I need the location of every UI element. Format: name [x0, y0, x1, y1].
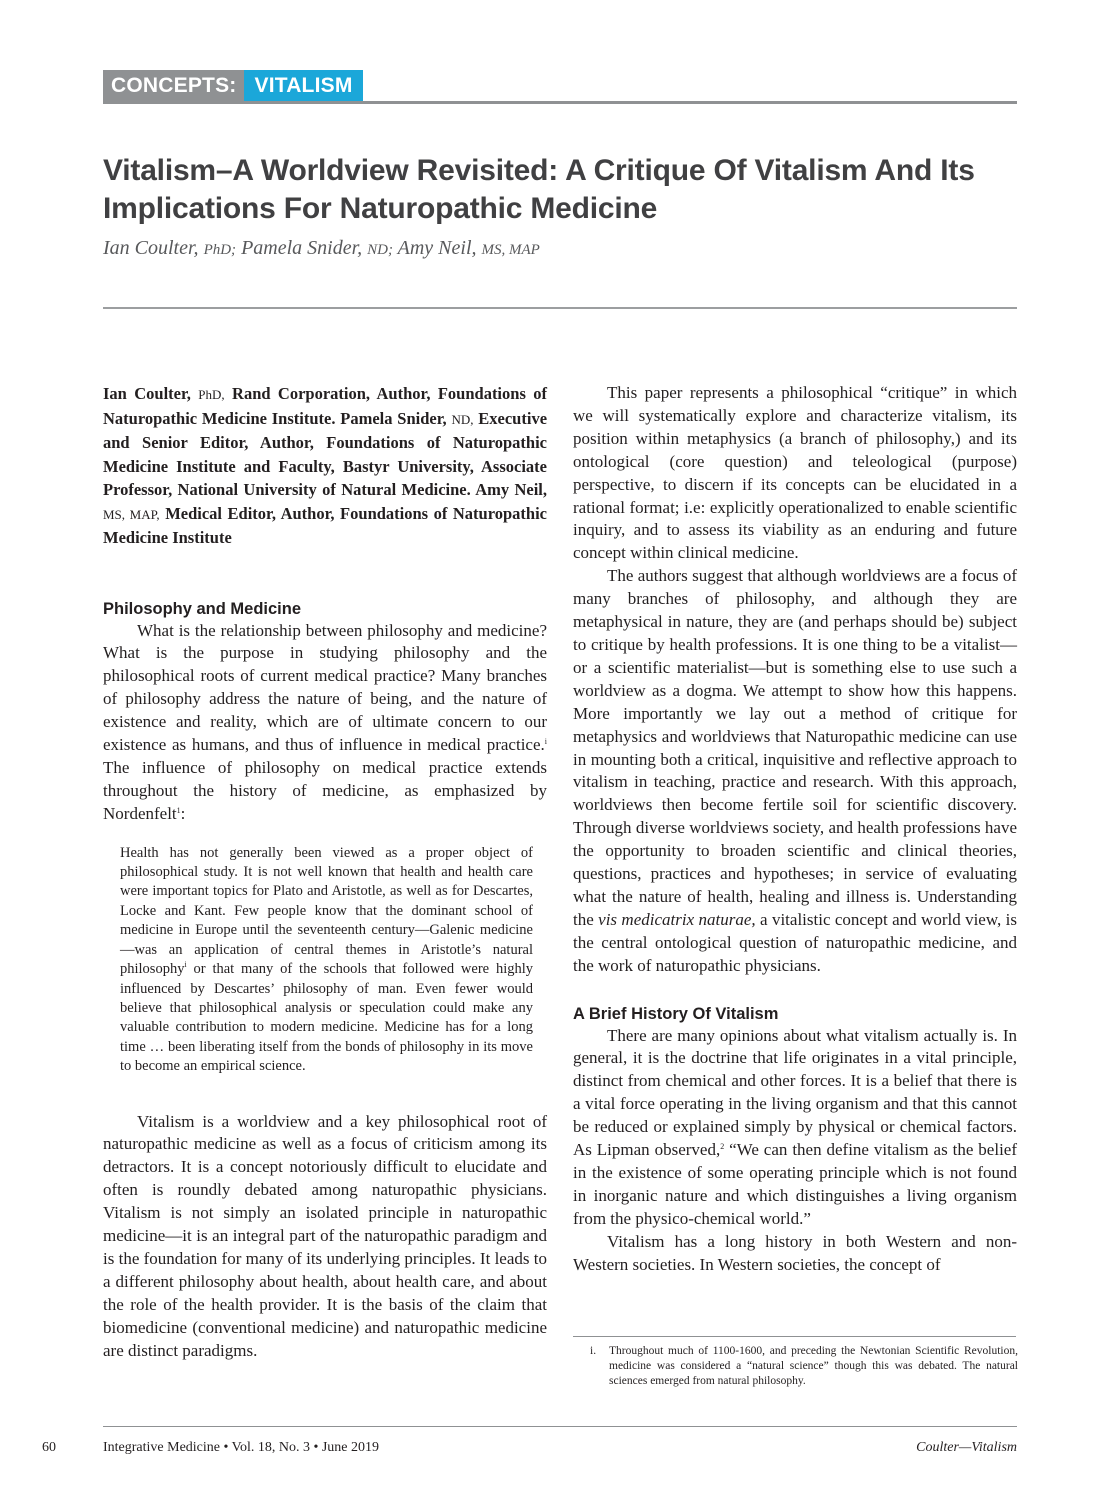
reference-marker: 2	[720, 1142, 725, 1152]
affiliation-credential: ND,	[451, 411, 474, 427]
left-column	[103, 382, 547, 1363]
footnote-marker: i	[184, 960, 187, 970]
footnote-rule	[573, 1336, 1016, 1337]
paragraph-text: a vitalistic concept and world view, is the central ontological question of naturopathic medicine, and the work of naturopathic physicians.	[573, 909, 1017, 975]
section-heading: A Brief History Of Vitalism	[573, 1004, 779, 1023]
affiliation-text: Executive and Senior Editor, Author, Foundations of Naturopathic Medicine Institute and Faculty, Bastyr University, Associate Professor, National University of Natural Medicine. Amy Neil,	[103, 408, 548, 499]
paragraph-text: The authors suggest that although worldviews are a focus of many branches of philosophy, and although they are metaphysical in nature, they are (and perhaps should be) subject to critique by health professions. It is one thing to be a vitalist—or a scientific materialist—but is something else to use such a worldview as a dogma. We attempt to show how this happens. More importantly we lay out a method of critique for metaphysics and worldviews that Naturopathic medicine can use in mounting both a critical, inquisitive and reflective approach to vitalism in teaching, practice and research. With this approach, worldviews then become fertile soil for scientific discovery. Through diverse worldviews society, and health professions have the opportunity to broaden scientific and clinical theories, questions, practices and hypotheses; in service of evaluating what the nature of health, healing and illness is. Understanding the	[573, 566, 1017, 929]
banner-rule	[103, 101, 1017, 104]
author-name: Amy Neil,	[397, 237, 477, 259]
italic-term: vis medicatrix naturae,	[598, 909, 756, 929]
title-rule	[103, 307, 1017, 309]
footnote-number: i.	[590, 1345, 597, 1357]
affiliation-text: Ian Coulter,	[103, 384, 191, 403]
right-column	[573, 382, 1017, 1277]
paragraph-text: What is the relationship between philosophy and medicine? What is the purpose in studying philosophy and the philosophical roots of current medical practice? Many branches of philosophy address the nature of being, and the nature of existence and reality, which are of ultimate concern to our existence as humans, and thus of influence in medical practice.	[103, 620, 547, 755]
paragraph-text: There are many opinions about what vitalism actually is. In general, it is the doctrine that life originates in a vital principle, distinct from chemical and other forces. It is a belief that there is a vital force operating in the living organism and that this cannot be reduced or explained simply by physical or chemical factors. As Lipman observed,	[573, 1025, 1017, 1160]
section-label: CONCEPTS:	[103, 70, 244, 102]
affiliation-credential: PhD,	[198, 387, 225, 402]
author-credential: PhD;	[203, 242, 237, 258]
reference-marker: 1	[176, 805, 181, 815]
topic-label: VITALISM	[244, 70, 362, 102]
body-paragraph	[573, 565, 1017, 977]
footnote	[590, 1344, 1018, 1389]
author-credential: MS, MAP	[481, 242, 540, 258]
body-paragraph: Vitalism is a worldview and a key philosophical root of naturopathic medicine as well as a focus of criticism among its detractors. It is a concept notoriously difficult to elucidate and often is roundly debated among naturopathic physicians. Vitalism is not simply an isolated principle in naturopathic medicine—it is an integral part of the naturopathic paradigm and is the foundation for many of its underlying principles. It leads to a different philosophy about health, about health care, and about the role of the health provider. It is the basis of the claim that biomedicine (conventional medicine) and naturopathic medicine are distinct paradigms.	[103, 1111, 547, 1360]
paragraph-text: “We can then define vitalism as the belief in the existence of some operating principle which is not found in inorganic nature and which distinguishes a living organism from the physico-chemical world.”	[573, 1140, 1018, 1228]
author-name: Pamela Snider,	[241, 237, 363, 259]
affiliation-text: Rand Corporation, Author, Foundations of Naturopathic Medicine Institute. Pamela Snider,	[103, 384, 547, 428]
paragraph-text: :	[180, 803, 186, 823]
section-banner	[103, 70, 363, 102]
author-line	[103, 237, 540, 260]
footer-rule	[103, 1426, 1017, 1427]
journal-citation: Integrative Medicine • Vol. 18, No. 3 • June 2019	[103, 1440, 380, 1455]
body-paragraph	[103, 620, 547, 826]
author-credential: ND;	[367, 242, 393, 258]
footnote-text: Throughout much of 1100-1600, and preceding the Newtonian Scientific Revolution, medicine was considered a “natural science” though this was debated. The natural sciences emerged from natural philosophy.	[609, 1345, 1018, 1387]
page-number: 60	[42, 1440, 56, 1455]
author-name: Ian Coulter,	[103, 237, 199, 259]
section-heading: Philosophy and Medicine	[103, 599, 302, 618]
quote-text: Health has not generally been viewed as a proper object of philosophical study. It is not well known that health and health care were important topics for Plato and Aristotle, as well as for Descartes, Locke and Kant. Few people know that the dominant school of medicine in Europe until the seventeenth century—Galenic medicine—was an application of central themes in Aristotle’s natural philosophy	[120, 844, 533, 978]
body-paragraph	[573, 1025, 1017, 1231]
body-paragraph: This paper represents a philosophical “critique” in which we will systematically explore and characterize vitalism, its position within metaphysics (a branch of philosophy,) and its ontological (core question) and teleological (purpose) perspective, to discern if its concepts can be elucidated in a rational format; i.e: explicitly operationalized to enable scientific inquiry, and to assess its viability as an enduring and future concept within clinical medicine.	[573, 383, 1017, 563]
block-quote	[120, 844, 533, 1077]
article-title: Vitalism–A Worldview Revisited: A Critique Of Vitalism And Its Implications For Naturopathic Medicine	[103, 154, 975, 225]
affiliation-credential: MS, MAP,	[103, 506, 160, 522]
paragraph-text: The influence of philosophy on medical practice extends throughout the history of medicine, as emphasized by Nordenfelt	[103, 757, 547, 823]
body-paragraph: Vitalism has a long history in both Western and non-Western societies. In Western societies, the concept of	[573, 1231, 1017, 1274]
quote-text: or that many of the schools that followed were highly influenced by Descartes’ philosophy of man. Even fewer would believe that philosophical analysis or speculation could make any valuable contribution to modern medicine. Medicine has for a long time … been liberating itself from the bonds of philosophy in its move to become an empirical science.	[120, 961, 533, 1075]
footnote-marker: i	[544, 737, 547, 747]
running-head: Coulter—Vitalism	[916, 1440, 1017, 1455]
author-affiliations	[103, 382, 547, 550]
affiliation-text: Medical Editor, Author, Foundations of Naturopathic Medicine Institute	[103, 503, 547, 547]
